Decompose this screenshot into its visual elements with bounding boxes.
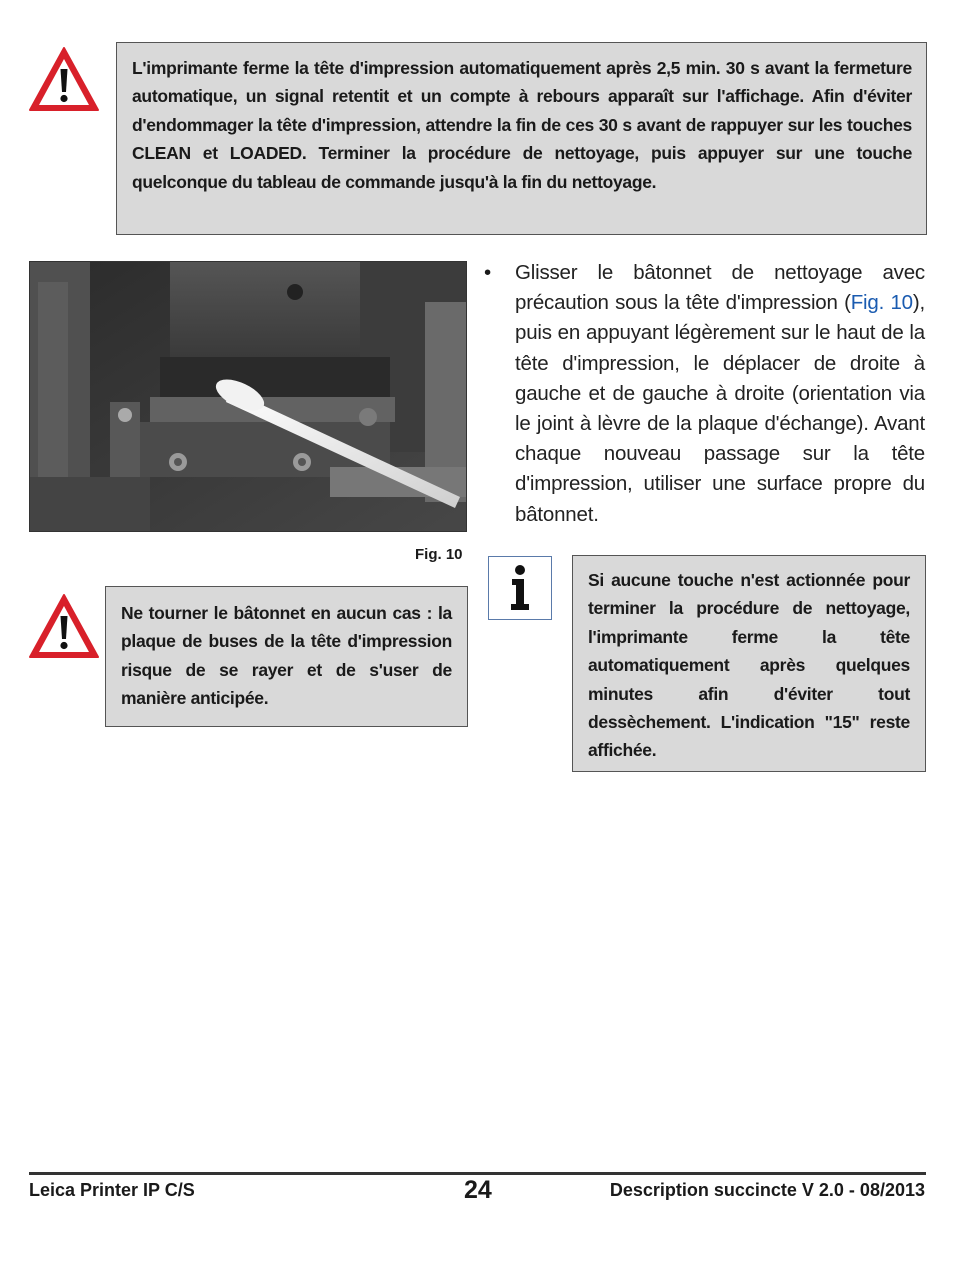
info-note-text: Si aucune touche n'est actionnée pour terminer la procédure de nettoyage, l'imprimante ferme la tête automatiquement après quelques minutes afin d'éviter tout dessèchement. L'indication "15" reste affichée. <box>588 570 910 761</box>
instruction-paragraph <box>515 258 925 530</box>
page-number: 24 <box>464 1176 492 1204</box>
warning-triangle-icon <box>27 591 101 661</box>
warning-note-bottom <box>105 586 468 727</box>
bullet-marker: • <box>484 261 492 284</box>
info-note <box>572 555 926 772</box>
instruction-text-after: ), puis en appuyant légèrement sur le haut de la tête d'impression, le déplacer de droite à gauche et de gauche à droite (orientation via le joint à lèvre de la plaque d'échange). Avant chaque nouveau passage sur la tête d'impression, utiliser une surface propre du bâtonnet. <box>515 291 925 526</box>
warning-triangle-icon <box>27 44 101 114</box>
instruction-text-before: Glisser le bâtonnet de nettoyage avec précaution sous la tête d'impression ( <box>515 261 925 315</box>
footer-document: Description succincte V 2.0 - 08/2013 <box>609 1180 925 1200</box>
warning-top-text: L'imprimante ferme la tête d'impression automatiquement après 2,5 min. 30 s avant la fermeture automatique, un signal retentit et un compte à rebours apparaît sur l'affichage. Afin d'éviter d'endommager la tête d'impression, attendre la fin de ces 30 s avant de rappuyer sur les touches CLEAN et LOADED. Terminer la procédure de nettoyage, puis appuyer sur une touche quelconque du tableau de commande jusqu'à la fin du nettoyage. <box>132 58 912 192</box>
warning-bottom-text: Ne tourner le bâtonnet en aucun cas : la plaque de buses de la tête d'impression risque de se rayer et de s'user de manière anticipée. <box>121 603 452 709</box>
footer-divider <box>29 1172 926 1175</box>
info-icon <box>488 556 552 620</box>
figure-link[interactable]: Fig. 10 <box>850 291 913 315</box>
figure-caption: Fig. 10 <box>415 546 463 563</box>
footer-product: Leica Printer IP C/S <box>29 1180 195 1200</box>
warning-note-top <box>116 42 927 235</box>
figure-photo <box>29 261 467 532</box>
